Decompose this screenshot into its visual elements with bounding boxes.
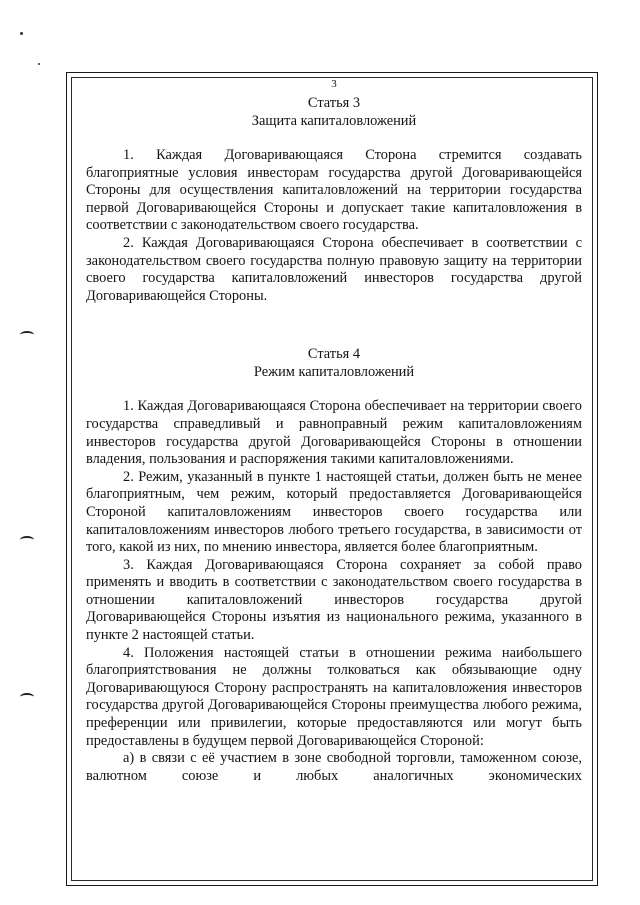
binder-hole-mark [20, 693, 34, 701]
article-subtitle: Режим капиталовложений [253, 364, 415, 381]
paragraph: 3. Каждая Договаривающаяся Сторона сохраняет за собой право применять и вводить в соответствии с законодательством своего государства в отношении капиталовложений инвесторов государства другой Договаривающейся Стороны изъятия из национального режима, указанного в пункте 2 настоящей статьи. [86, 556, 582, 644]
page-number: 3 [331, 78, 337, 90]
article-title: Статья 4 [307, 346, 361, 363]
article-title: Статья 3 [307, 95, 361, 111]
binder-hole-mark [20, 536, 34, 544]
paragraph: 2. Режим, указанный в пункте 1 настоящей статьи, должен быть не менее благоприятным, чем режим, который предоставляется Договаривающейся Стороной капиталовложениям инвесторов своего государства или капиталовложениям инвесторов любого третьего государства, в зависимости от того, какой из них, по мнению инвестора, является более благоприятным. [86, 468, 582, 556]
paragraph: 4. Положения настоящей статьи в отношении режима наибольшего благоприятствования не должны толковаться как обязывающие одну Договаривающуюся Сторону распространять на капиталовложения инвесторов государства другой Договаривающейся Стороны преимущества любого режима, преференции или привилегии, которые предоставляются или могут быть предоставлены в будущем первой Договаривающейся Стороной: [86, 644, 582, 749]
paragraph: 1. Каждая Договаривающаяся Сторона стремится создавать благоприятные условия инвесторам государства другой Договаривающейся Стороны для осуществления капиталовложений на территории государства первой Договаривающейся Стороны и допускает такие капиталовложения в соответствии с законодательством своего государства. [86, 147, 582, 234]
document-body [86, 78, 582, 785]
paragraph: 2. Каждая Договаривающаяся Сторона обеспечивает в соответствии с законодательством своего государства полную правовую защиту на территории своего государства капиталовложений инвесторов государства другой Договаривающейся Стороны. [86, 234, 582, 304]
paragraph: а) в связи с её участием в зоне свободной торговли, таможенном союзе, валютном союзе и любых аналогичных экономических [86, 750, 582, 784]
article-subtitle: Защита капиталовложений [251, 113, 417, 129]
article-3 [86, 94, 582, 305]
scan-speck [38, 63, 40, 65]
scan-speck [20, 32, 23, 35]
article-4 [86, 345, 582, 785]
binder-hole-mark [20, 331, 34, 339]
paragraph: 1. Каждая Договаривающаяся Сторона обеспечивает на территории своего государства справедливый и равноправный режим капиталовложениям инвесторов государства другой Договаривающейся Стороны в отношении владения, пользования и распоряжения такими капиталовложениями. [86, 398, 582, 468]
